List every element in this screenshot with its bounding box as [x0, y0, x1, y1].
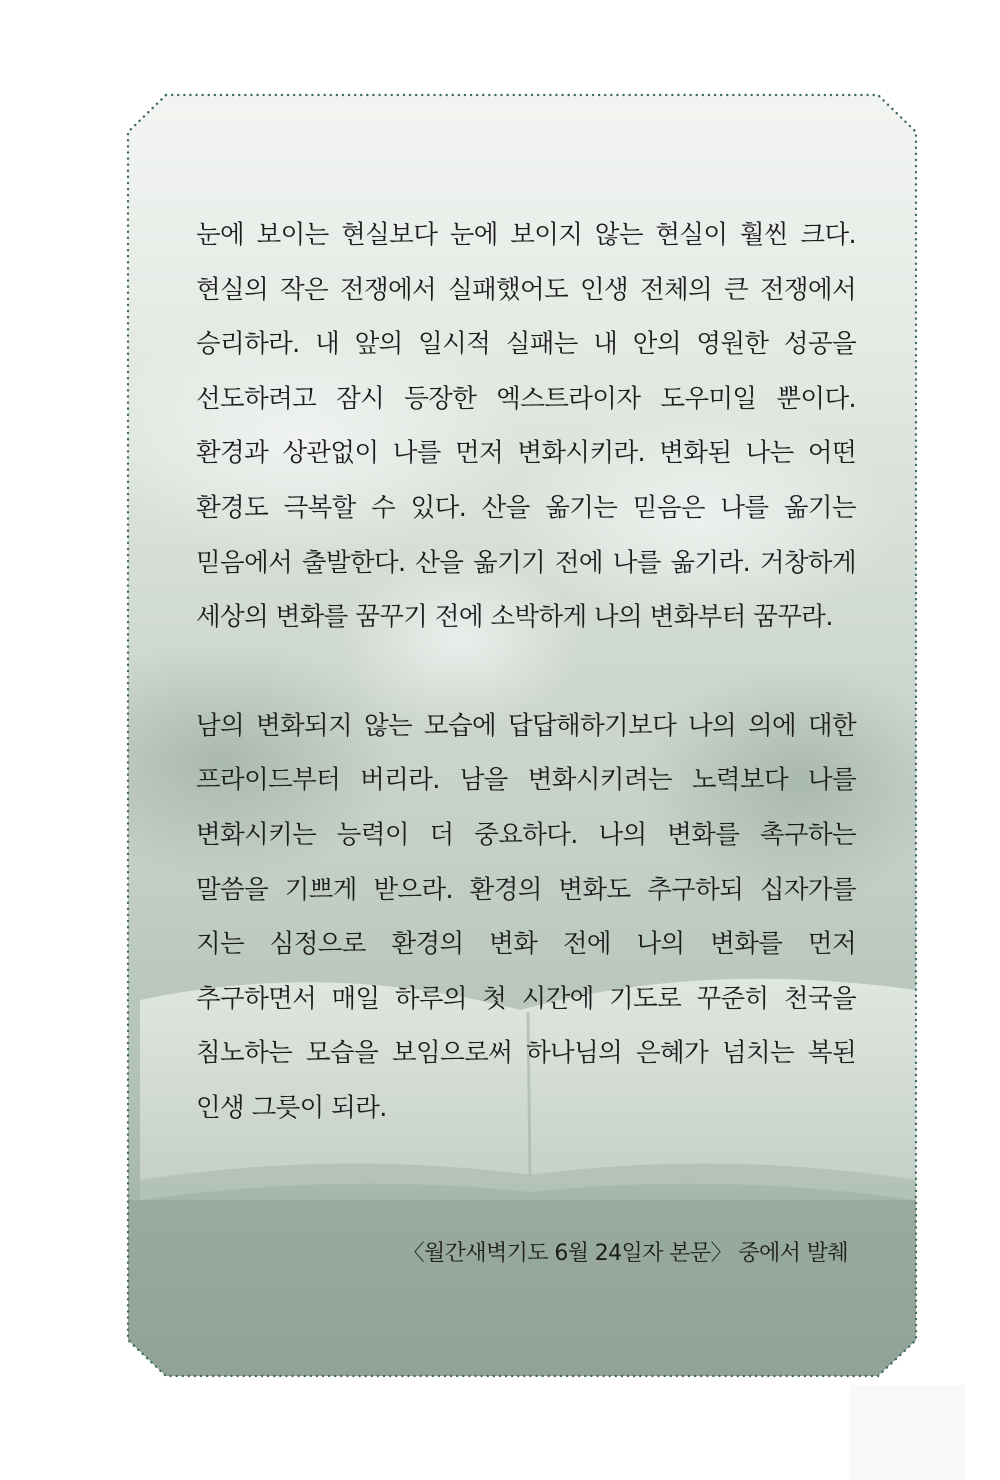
source-citation: 〈월간새벽기도 6월 24일자 본문〉 중에서 발췌	[402, 1241, 848, 1266]
paragraph-1: 눈에 보이는 현실보다 눈에 보이지 않는 현실이 훨씬 크다. 현실의 작은 전쟁에서 실패했어도 인생 전체의 큰 전쟁에서 승리하라. 내 앞의 일시적 실패는 내 안의 영원한 성공을 선도하려고 잠시 등장한 엑스트라이자 도우미일 뿐이다. 환경과 상관없이 나를 먼저 변화시키라. 변화된 나는 어떤 환경도 극복할 수 있다. 산을 옮기는 믿음은 나를 옮기는 믿음에서 출발한다. 산을 옮기기 전에 나를 옮기라. 거창하게 세상의 변화를 꿈꾸기 전에 소박하게 나의 변화부터 꿈꾸라.	[196, 220, 856, 633]
paragraph-2: 남의 변화되지 않는 모습에 답답해하기보다 나의 의에 대한 프라이드부터 버리라. 남을 변화시키려는 노력보다 나를 변화시키는 능력이 더 중요하다. 나의 변화를 촉구하는 말씀을 기쁘게 받으라. 환경의 변화도 추구하되 십자가를 지는 심정으로 환경의 변화 전에 나의 변화를 먼저 추구하면서 매일 하루의 첫 시간에 기도로 꾸준히 천국을 침노하는 모습을 보임으로써 하나님의 은혜가 넘치는 복된 인생 그릇이 되라.	[196, 710, 856, 1123]
article-body	[196, 208, 856, 1136]
